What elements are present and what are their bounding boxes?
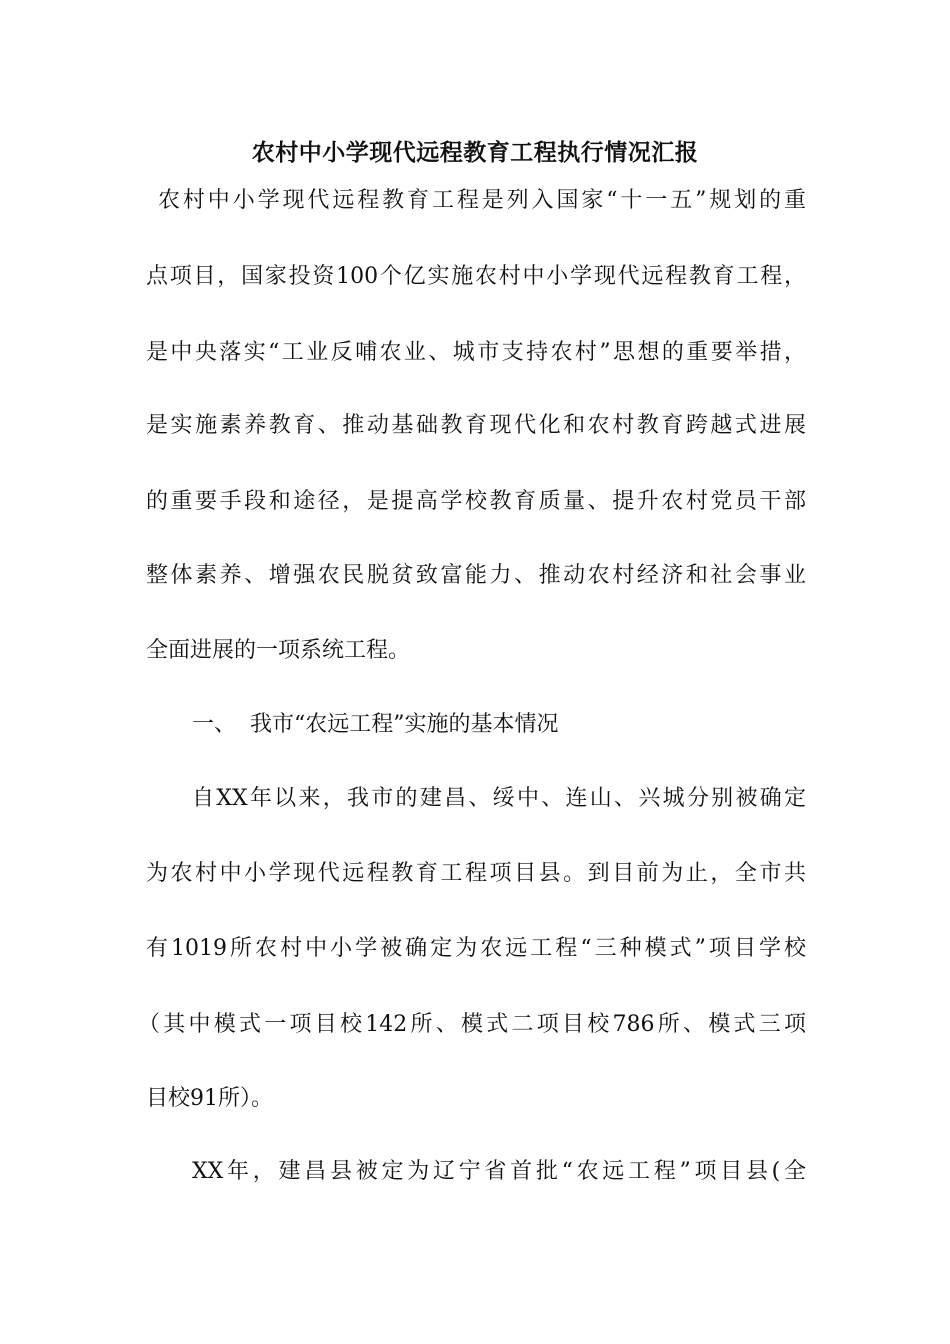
paragraph-line: 目校91所）。 xyxy=(146,1086,273,1111)
section-heading: 一、 我市“农远工程”实施的基本情况 xyxy=(192,712,559,737)
paragraph-line: 整体素养、增强农民脱贫致富能力、推动农村经济和社会事业 xyxy=(146,563,806,588)
document-title: 农村中小学现代远程教育工程执行情况汇报 xyxy=(251,139,699,166)
paragraph-line: 全面进展的一项系统工程。 xyxy=(146,638,411,663)
paragraph-line: （其中模式一项目校142所、模式二项目校786所、模式三项 xyxy=(138,1012,806,1037)
paragraph-line: 自XX年以来，我市的建昌、绥中、连山、兴城分别被确定 xyxy=(192,786,806,811)
paragraph-line: XX年，建昌县被定为辽宁省首批“农远工程”项目县(全 xyxy=(192,1159,806,1184)
paragraph-line: 有1019所农村中小学被确定为农远工程“三种模式”项目学校 xyxy=(146,936,806,961)
paragraph-line: 是实施素养教育、推动基础教育现代化和农村教育跨越式进展 xyxy=(146,413,806,438)
paragraph-line: 的重要手段和途径，是提高学校教育质量、提升农村党员干部 xyxy=(146,489,806,514)
paragraph-line: 为农村中小学现代远程教育工程项目县。到目前为止，全市共 xyxy=(146,861,806,886)
paragraph-line: 点项目，国家投资100个亿实施农村中小学现代远程教育工程， xyxy=(146,264,806,289)
paragraph-line: 农村中小学现代远程教育工程是列入国家“十一五”规划的重 xyxy=(158,188,806,213)
paragraph-line: 是中央落实“工业反哺农业、城市支持农村”思想的重要举措， xyxy=(146,340,806,365)
